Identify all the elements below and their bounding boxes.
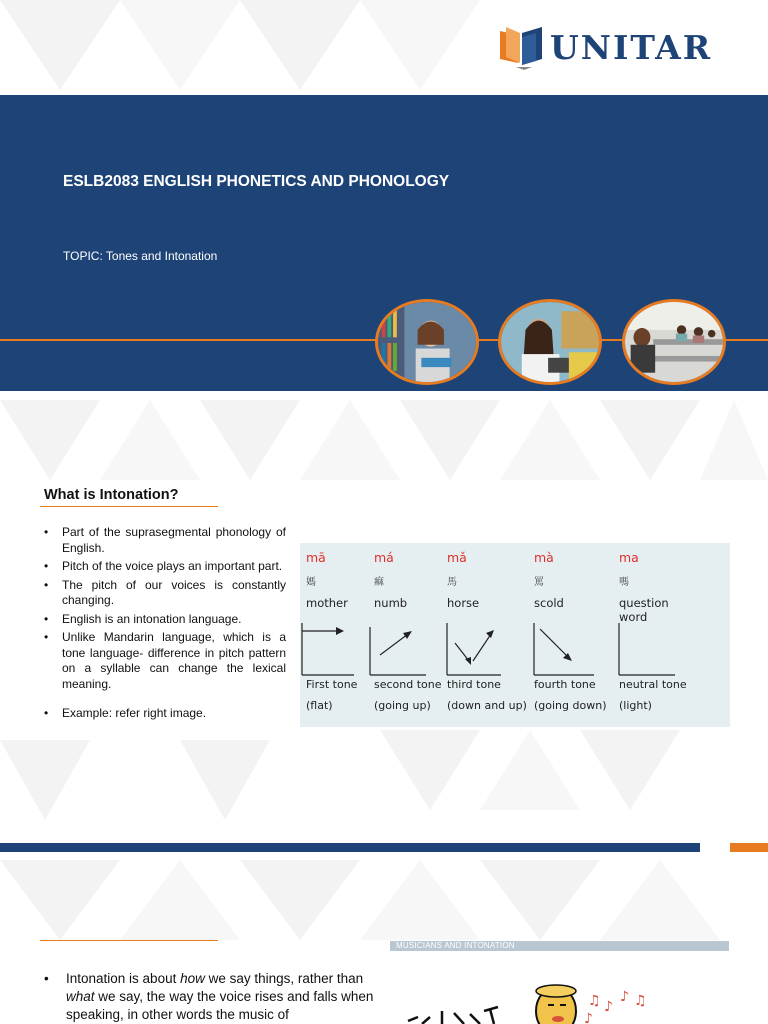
tone-hanzi: 嗎 [619,577,629,588]
svg-text:♫: ♫ [588,993,601,1009]
svg-text:♪: ♪ [620,989,629,1005]
svg-text:♪: ♪ [604,999,613,1015]
image-caption-bar [390,941,729,951]
flat-tone-diagram [300,621,360,677]
unitar-logo [496,22,746,72]
falling-tone-diagram [528,621,598,677]
tone-pinyin: má [374,550,394,565]
slide2-bullets [44,970,374,1024]
music-notes-icon [584,989,647,1024]
list-item: • Example: refer right image. [44,706,286,722]
tone-description: (light) [619,699,652,712]
brand-name: UNITAR [550,27,713,67]
list-item: • Unlike Mandarin language, which is a tone language- difference in pitch pattern on a syllable can change the lexical meaning. [44,630,286,692]
tone-meaning: mother [306,596,348,610]
tone-meaning: numb [374,596,408,610]
musician-illustration [390,951,729,1024]
intonation-bullets [44,525,286,725]
tone-name: First tone [306,678,358,691]
tone-description: (going down) [534,699,607,712]
tone-description: (flat) [306,699,333,712]
photo-classroom [622,299,726,385]
tone-meaning: question word [619,596,669,624]
tone-description: (down and up) [447,699,527,712]
tone-name: third tone [447,678,501,691]
tone-description: (going up) [374,699,431,712]
tone-hanzi: 馬 [447,577,457,588]
mandarin-tones-figure [300,543,730,727]
svg-text:♪: ♪ [584,1011,593,1024]
slide-divider [0,843,700,852]
hero-banner [0,95,768,391]
list-item: • Intonation is about how we say things, rather than what we say, the way the voice rises and falls when speaking, in other words the music of [44,970,374,1024]
list-item: • Pitch of the voice plays an important part. [44,559,286,575]
tone-hanzi: 罵 [534,577,544,588]
list-item: • Part of the suprasegmental phonology of English. [44,525,286,556]
photo-student-reading [375,299,479,385]
tone-name: fourth tone [534,678,596,691]
neutral-tone-diagram [613,621,683,677]
heading-underline [40,506,218,507]
tone-meaning: horse [447,596,480,610]
tone-meaning: scold [534,596,564,610]
slide-divider-accent [730,843,768,852]
tone-name: second tone [374,678,442,691]
dipping-tone-diagram [441,621,505,677]
tone-name: neutral tone [619,678,687,691]
tone-hanzi: 痲 [374,577,384,588]
rising-tone-diagram [368,621,432,677]
tone-pinyin: ma [619,550,639,565]
image-caption: MUSICIANS AND INTONATION [396,941,515,950]
svg-text:♫: ♫ [634,993,647,1009]
topic-label: TOPIC: Tones and Intonation [63,249,218,263]
course-title: ESLB2083 ENGLISH PHONETICS AND PHONOLOGY [63,173,450,190]
tone-pinyin: mā [306,550,326,565]
section-heading: What is Intonation? [44,487,179,503]
tone-pinyin: mà [534,550,554,565]
tone-hanzi: 媽 [306,577,316,588]
list-item: • English is an intonation language. [44,612,286,628]
singer-cartoon [390,951,729,1024]
unitar-book-logo-icon [496,23,546,71]
list-item: • The pitch of our voices is constantly changing. [44,578,286,609]
heading-underline [40,940,218,941]
tone-pinyin: mǎ [447,550,467,565]
photo-student-tablet [498,299,602,385]
